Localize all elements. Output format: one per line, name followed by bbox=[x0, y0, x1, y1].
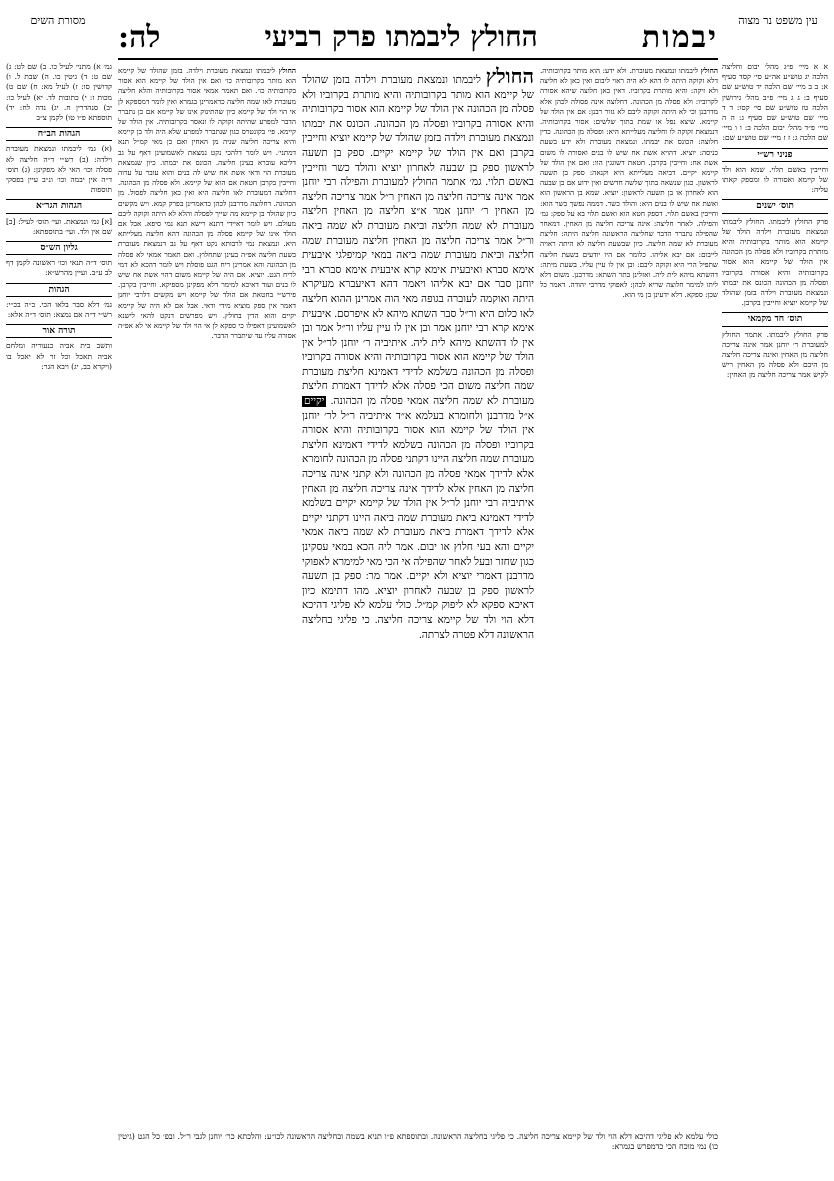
masoret-hashas-label: מסורת השים bbox=[30, 14, 86, 27]
left-margin-column bbox=[6, 62, 112, 1167]
right-section bbox=[722, 148, 828, 196]
right-section bbox=[722, 312, 828, 380]
left-section bbox=[6, 241, 112, 279]
right-section bbox=[722, 62, 828, 144]
right-section-body: פרק החולץ ליבמתו. החולץ ליבמתו ונמצאת מעוברת וילדה הולד של קיימא הוא מותר בקרובותיה והיא מותרת בקרוביו ולא פסלה מן הכהונה אין הולד של קיימא הוא אסור בקרובותיה והיא אסורה בקרוביו ופסלה מן הכהונה הכונס את יבמתו ונמצאת מעוברת וילדה בזמן שהולד של קיימא יוציא וחייבין בקרבן. bbox=[722, 216, 828, 308]
left-section bbox=[6, 199, 112, 237]
page-header bbox=[118, 18, 718, 56]
left-section bbox=[6, 324, 112, 372]
right-section bbox=[722, 199, 828, 308]
rashi-title: החולץ bbox=[700, 66, 718, 75]
right-section-body: פרק החולץ ליבמתו. אתמר החולץ למעוברת ר׳ יוחנן אמר אינה צריכה חליצה מן האחין ואינה צריכה חליצה מן היבם ולא פסלה מן האחין ריש לקיש אמר צריכה חליצה מן האחין: bbox=[722, 329, 828, 380]
left-section-heading: הגהות הגר״א bbox=[6, 199, 112, 213]
right-section-body: א א מיי׳ פ״ג מהל׳ יבום וחליצה הלכה יג טוש״ע אה״ע סי׳ קסד סעיף א: ב ב מיי׳ שם הלכה יד טוש״ע שם סעיף ב: ג ג מיי׳ פ״ב מהל׳ גירושין הלכה טז טוש״ע שם סי׳ קסו: ד ד מיי׳ שם טוש״ע שם סעיף ג: ה ה מיי׳ פ״ד מהל׳ יבום הלכה ב: ו ו מיי׳ שם הלכה ג: ז ז מיי׳ שם טוש״ע שם: bbox=[722, 62, 828, 143]
tosafot-column bbox=[118, 66, 296, 1136]
left-section-body: ותשב בית אביה כנעוריה ומלחם אביה תאכל וכל זר לא יאכל בו (ויקרא כב, יג) ויבא הגר: bbox=[6, 341, 112, 371]
tractate-name: יבמות bbox=[641, 19, 718, 55]
left-section-body: גמ׳ דלא סבר בלאו הכי. כ״ה בכ״י: רש״י ד״ה אם נמצא: תוס׳ ד״ה אלא: bbox=[6, 299, 112, 320]
left-section-body: גמ׳ א) מתני׳ לעיל כו. ב) שם לט: ג) שם ט: ד) גיטין כו. ה) שבת ל. ו) קדושין סו: ז) לעיל מא: ח) שם ט) מכות ז: י) כתובות לד. יא) לעיל כו: יב) סנהדרין ח. יג) נדה לח: יד) תוספתא פ״ו טו) לקמן צ״ב bbox=[6, 62, 112, 123]
tosafot-title: החולץ bbox=[278, 66, 296, 75]
left-section-heading: הגהות bbox=[6, 283, 112, 297]
left-section bbox=[6, 283, 112, 321]
page-number: לה: bbox=[118, 19, 161, 55]
left-section bbox=[6, 62, 112, 123]
gemara-highlighted-word: יקיים bbox=[304, 396, 325, 408]
footer-commentary: כולי עלמא לא פליגי דהיכא דלא הוי ולד של קיימא צריכה חליצה. כי פליגי בחליצה הראשונה. ובתוספתא פ״ו תניא בשמה ובחליצה הראשונה לכו״ע: והלכתא כר׳ יוחנן לגבי ר״ל. ובפ׳ כל הגט (גיטין כו) נמי מוכח הכי כדמפרש בגמרא: bbox=[118, 1132, 718, 1151]
right-margin-column bbox=[722, 62, 828, 1167]
left-section-body: (א) גמ׳ ליבמתו ונמצאת מעוברת וילדה: (ב) רש״י ד״ה חליצה לא פסלה וכו׳ האי לא מפקינן: (ג) תוס׳ ד״ה אין יבמה וכו׳ ונ״ב עיין בפסקי תוספות bbox=[6, 144, 112, 195]
right-section-body: וחייבין באשם תלוי. שמא הוא ולד של קיימא ואסורה לו ומספק קאתו עליה: bbox=[722, 164, 828, 195]
right-section-heading: פניני רש״י bbox=[722, 148, 828, 162]
chapter-title: החולץ ליבמתו פרק רביעי bbox=[264, 20, 538, 53]
right-section-heading: תוס׳ חד מקמאי bbox=[722, 312, 828, 326]
left-section bbox=[6, 127, 112, 195]
header-divider bbox=[118, 58, 718, 60]
rashi-text: ליבמתו ונמצאת מעוברת. ולא ידע: הוא מותר בקרובותיה. דלא זקוקה היתה לו דהא לא היה ראוי ליבום ואין כאן לא חליצה ולא זיקה: והיא מותרת בקרוביו. דאין כאן חלוצה שיהא אסורה לקרוביו: ולא פסלה מן הכהונה. דחלוצה אינה פסולה לכהן אלא מדרבנן וכי לא היתה זקוקה ליבם לא גזור רבנן: אם אין הולד של קיימא. שיצא נפל או שמת בתוך שלשים: אסור בקרובותיה. דנמצאת זקוקה לו וחליצה מעלייתא היא: ופסלה מן הכהונה. כדין חלוצה: הכונס את יבמתו. ונמצאת מעוברת ולא ידע בשעת כניסה: יוציא. דהויא אשת אח שיש לו בנים ואסורה לו משום אשת אח: וחייבין בקרבן. חטאת דשוגגין הוו: ואם אין הולד של קיימא יקיים. דביאה מעלייתא היא וקנאה: ספק בן תשעה לראשון. כגון שנשאה בתוך שלשה חדשים ואין ידוע אם בן שבעה הוא לאחרון או בן תשעה לראשון: יוציא. שמא בן הראשון הוא ואשת אח שיש לו בנים היא: והולד כשר. דממה נפשך כשר הוא: וחייבין באשם תלוי. דספק חטא הוא ואשם תלוי בא על ספק: גמ׳ והפילה. לאחר חליצה: אינה צריכה חליצה מן האחין. דמאחר שהפילה נתברר הדבר שחליצה הראשונה חליצה היתה: חליצת מעוברת לא שמה חליצה. כיון שבשעת חליצה לא היתה ראויה לייבום: אם יבא אליהו. כלומר אם היו יודעים בשעת חליצה שתפיל הרי היא זקוקה ליבם: ובן אין לו עיין עליו. בשעת מיתה: דהשתא מיהא לית ליה. ואזלינן בתר השתא: מדרבנן. משום דלא ליתו למימר חלוצה שריא לכהן: לאפוקי מדרבי יהודה. דאמר כל שכן: ספקא. דלא ידעינן בן מי הוא. bbox=[540, 66, 718, 300]
left-section-heading: גליון הש״ס bbox=[6, 241, 112, 255]
gemara-text-continued: א״ל מדרבנן ולחומרא בעלמא א״ד איתיביה ר״ל לר׳ יוחנן אין הולד של קיימא הוא אסור בקרובותיה והיא אסורה בקרוביו ופסלה מן הכהונה בשלמא לדידי דאמינא חליצת מעוברת שמה חליצה היינו דקתני פסלה מן הכהונה לחומרא אלא לדידך אמאי פסלה מן הכהונה ולא קתני אינה צריכה חליצה מן האחין אלא לדידך אינה צריכה חליצה מן האחין איתיביה רבי יוחנן לר״ל אין הולד של קיימא יקיים בשלמא לדידי דאמינא ביאת מעוברת שמה ביאה היינו דקתני יקיים אלא לדידך דאמרת ביאת מעוברת לא שמה ביאה אמאי יקיים והא בעי חלוץ או יבום. אמר ליה הכא במאי עסקינן כגון שחזר ובעל לאחר שהפילה אי הכי מאי למימרא לאפוקי מדרבנן דאמרי יוציא ולא יקיים. אמר מר: ספק בן תשעה לראשון ספק בן שבעה לאחרון יוציא. מהו דתימא כיון דאיכא ספקא לא ליפוק קמ״ל. כולי עלמא לא פליגי דהיכא דלא הוי ולד של קיימא צריכה חליצה. כי פליגי בחליצה הראשונה דלא פטרה לצרתה. bbox=[302, 410, 534, 641]
left-section-heading: הגהות הב״ח bbox=[6, 127, 112, 141]
tosafot-text: ליבמתו ונמצאת מעוברת וילדה. בזמן שהולד של קיימא הוא מותר בקרובותיה כו׳ ואם אין הולד של קיימא הוא אסור בקרובותיה כו׳. ואם תאמר אמאי אסור בקרובותיה והלא חליצה מעוברת לאו שמה חליצה כדאמרינן בגמרא ואין לומר דמספקא לן אי הוי ולד של קיימא כיון שהתינוק אינו של קיימא אם כן נתברר הדבר למפרע שהיתה זקוקה לו ונאסר בקרובותיה. אין הולד של קיימא. פי׳ בקונטרס כגון שנתברר למפרע שלא היה ולד בן קיימא והיא צריכה חליצה שניה מן האחין ואם כן מאי קמ״ל תנא דמתני׳. ויש לומר דלהכי נקט נמצאת לאשמועינן דאף על גב דליכא עוברא בעינן חליצה. הכונס את יבמתו. כיון שנמצאת מעוברת הוי ודאי אשת אח שיש לה בנים והוא עובר על ערוה וחייבין בקרבן חטאת אם הוא של קיימא. ולא פסלה מן הכהונה. דחליצה דמעוברת לאו חליצה היא ואין כאן חליצה לפסול. מן הכהונה. דחלוצה מדרבנן לכהן כדאמרינן בפרק קמא. ויש מקשים כיון שהולד בן קיימא מה שייך לפסלה והלא לא היתה זקוקה ליבם מעולם. ויש לומר דאיידי דתנא רישא תנא נמי סיפא. אבל אם הולד אינו של קיימא פסלה מן הכהונה דהא חליצה מעלייתא היא. ונמצאת נמי לרבותא נקט דאף על גב דנמצאת מעוברת בשעת חליצה אפ״ה בעינן שתחלוץ. ואם תאמר אמאי לא פסלה מן הכהונה והא אמרינן ריח הגט פוסלת ויש לומר דהכא לא דמי לריח הגט. יוציא. אם היה של קיימא משום דהוי אשת אח שיש לו בנים ועוד דאיכא למימר דלא מפקינן מספיקא. וחייבין בקרבן. פירש״י בחטאת אם הולד של קיימא ויש מקשים דלרבי יוחנן דאמר אין ספק מוציא מידי ודאי. אבל אם לא היה של קיימא יקיים והוא הדין בחולץ. ויש מפרשים דנקט להאי לישנא לאשמועינן דאפילו כי ספקא לן אי הוי ולד של קיימא אי לא אפ״ה אסורה עליו עד שיתברר הדבר. bbox=[118, 66, 296, 341]
gemara-lead-word: החולץ bbox=[485, 66, 534, 88]
gemara-text: ליבמתו ונמצאת מעוברת וילדה בזמן שהולד של קיימא הוא מותר בקרובותיה והיא מותרת בקרוביו ולא פסלה מן הכהונה אין הולד של קיימא הוא אסור בקרובותיה והיא אסורה בקרוביו ופסלה מן הכהונה. הכונס את יבמתו ונמצאת מעוברת וילדה בזמן שהולד של קיימא יוציא וחייבין בקרבן ואם אין הולד של קיימא יקיים. ספק בן תשעה לראשון ספק בן שבעה לאחרון יוציא והולד כשר וחייבין באשם תלוי. גמ׳ אתמר החולץ למעוברת והפילה רבי יוחנן אמר אינה צריכה חליצה מן האחין ר״ל אמר צריכה חליצה מן האחין ר׳ יוחנן אמר א״צ חליצה מן האחין חליצה מעוברת לא שמה חליצה וביאת מעוברת לא שמה ביאה ור״ל אמר צריכה חליצה מן האחין חליצה מעוברת שמה חליצה וביאת מעוברת שמה ביאה במאי קמיפלגי איבעית אימא סברא ואיבעית אימא קרא איבעית אימא סברא רבי יוחנן סבר אם יבא אליהו ויאמר דהא דאיעברא מעיקרא היתה ואוקמה לעוברה בגופה מאי הוה אמרינן ההוא חליצה לאו כלום היא ור״ל סבר השתא מיהא לא איפרסם. איבעית אימא קרא רבי יוחנן אמר ובן אין לו עיין עליו ור״ל אמר ובן אין לו דהשתא מיהא לית ליה. איתיביה ר׳ יוחנן לר״ל אין הולד של קיימא הוא אסור בקרובותיה והיא אסורה בקרוביו ופסלה מן הכהונה בשלמא לדידי דאמינא חליצת מעוברת שמה חליצה משום הכי פסלה אלא לדידך דאמרת חליצת מעוברת לא שמה חליצה אמאי פסלה מן הכהונה. bbox=[302, 75, 534, 408]
ein-mishpat-label: עין משפט נר מצוה bbox=[738, 14, 818, 27]
left-section-heading: תורה אור bbox=[6, 324, 112, 338]
rashi-column bbox=[540, 66, 718, 1136]
left-section-body: [א] גמ׳ ונמצאת. ועי׳ תוס׳ לעיל: [ב] שם אין ולד. ועי׳ בתוספתא: bbox=[6, 216, 112, 236]
gemara-column bbox=[302, 66, 534, 1078]
left-section-body: תוס׳ ד״ה תנאי וכו׳ ראשונה לקמן דף לב ע״ב. ועיין מהרש״א: bbox=[6, 258, 112, 278]
right-section-heading: תוס׳ ישנים bbox=[722, 199, 828, 213]
